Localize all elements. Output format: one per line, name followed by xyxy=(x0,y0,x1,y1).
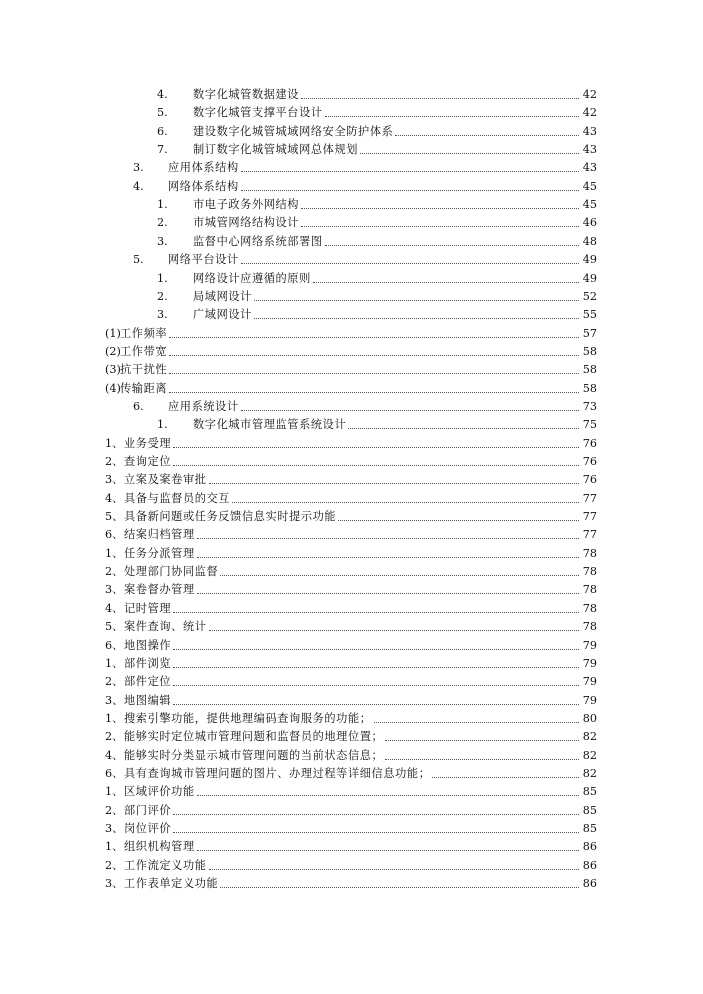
toc-entry-number: 2、 xyxy=(105,858,124,872)
toc-entry-number: 5. xyxy=(133,253,144,267)
toc-entry-page: 48 xyxy=(582,234,597,248)
toc-entry-title: 立案及案卷审批 xyxy=(124,473,207,487)
toc-entry[interactable] xyxy=(0,141,703,159)
toc-entry-number: 5、 xyxy=(105,510,124,524)
toc-entry-page: 46 xyxy=(582,216,597,230)
toc-leader-dots xyxy=(301,208,579,209)
toc-entry-page: 80 xyxy=(582,711,597,725)
toc-leader-dots xyxy=(173,685,579,686)
toc-entry-number: 4、 xyxy=(105,491,124,505)
toc-leader-dots xyxy=(173,465,579,466)
toc-entry-number: 3、 xyxy=(105,822,124,835)
toc-entry-page: 79 xyxy=(582,675,597,689)
toc-entry-page: 77 xyxy=(582,510,597,524)
toc-leader-dots xyxy=(374,722,579,723)
toc-entry-title: 具备与监督员的交互 xyxy=(124,491,231,505)
toc-entry-number: 3. xyxy=(157,308,168,322)
toc-entry[interactable] xyxy=(0,563,703,581)
toc-entry-number: 3、 xyxy=(105,877,124,891)
toc-entry[interactable] xyxy=(0,214,703,232)
toc-leader-dots xyxy=(209,869,579,870)
toc-entry-page: 76 xyxy=(582,436,597,450)
toc-entry[interactable] xyxy=(0,325,703,343)
toc-entry-title: 数字化城管支撑平台设计 xyxy=(193,106,323,120)
toc-entry-title: 任务分派管理 xyxy=(124,546,195,560)
toc-entry-page: 43 xyxy=(582,161,597,175)
toc-entry-page: 55 xyxy=(582,308,597,322)
toc-entry[interactable] xyxy=(0,123,703,141)
toc-leader-dots xyxy=(220,887,578,888)
toc-entry[interactable] xyxy=(0,251,703,269)
toc-entry-number: 2、 xyxy=(105,675,124,689)
toc-entry-title: 处理部门协同监督 xyxy=(124,565,219,579)
toc-entry[interactable] xyxy=(0,178,703,196)
toc-leader-dots xyxy=(254,300,579,301)
toc-entry[interactable] xyxy=(0,86,703,104)
toc-entry-page: 78 xyxy=(582,583,597,597)
toc-entry-page: 52 xyxy=(582,289,597,303)
toc-entry-title: 结案归档管理 xyxy=(124,528,195,542)
toc-entry-number: (1) xyxy=(105,326,121,340)
toc-entry-number: 6、 xyxy=(105,766,124,780)
toc-entry-page: 85 xyxy=(582,785,597,799)
toc-entry[interactable] xyxy=(0,545,703,563)
toc-entry-title: 工作频率 xyxy=(120,326,168,340)
toc-leader-dots xyxy=(169,392,579,393)
toc-entry-page: 58 xyxy=(582,363,597,377)
toc-leader-dots xyxy=(301,98,579,99)
toc-entry-title: 工作表单定义功能 xyxy=(124,877,219,891)
toc-entry[interactable] xyxy=(0,728,703,746)
toc-entry-title: 具备新问题或任务反馈信息实时提示功能 xyxy=(124,510,337,524)
toc-entry[interactable] xyxy=(0,288,703,306)
toc-entry[interactable] xyxy=(0,508,703,526)
toc-leader-dots xyxy=(209,630,579,631)
toc-entry-title: 监督中心网络系统部署图 xyxy=(193,234,323,248)
toc-entry[interactable] xyxy=(0,526,703,544)
toc-entry-number: 1. xyxy=(157,198,168,212)
toc-entry-number: 3、 xyxy=(105,583,124,597)
toc-entry-number: 4、 xyxy=(105,601,124,615)
toc-entry[interactable] xyxy=(0,600,703,618)
toc-entry-number: 1. xyxy=(157,271,168,285)
toc-entry-page: 78 xyxy=(582,620,597,634)
toc-leader-dots xyxy=(395,135,578,136)
toc-leader-dots xyxy=(173,667,579,668)
toc-entry-title: 案件查询、统计 xyxy=(124,620,207,634)
toc-leader-dots xyxy=(325,116,579,117)
toc-entry[interactable] xyxy=(0,618,703,636)
toc-leader-dots xyxy=(197,538,579,539)
toc-entry[interactable] xyxy=(0,765,703,783)
toc-entry-title: 记时管理 xyxy=(124,601,172,615)
toc-entry[interactable] xyxy=(0,104,703,122)
toc-entry-page: 78 xyxy=(582,565,597,579)
toc-leader-dots xyxy=(241,190,579,191)
toc-entry-title: 数字化城市管理监管系统设计 xyxy=(193,418,347,432)
toc-entry-title: 工作流定义功能 xyxy=(124,858,207,872)
toc-entry-title: 部件浏览 xyxy=(124,656,172,670)
toc-leader-dots xyxy=(325,245,579,246)
toc-leader-dots xyxy=(197,850,579,851)
toc-entry-number: 4. xyxy=(157,88,168,101)
toc-entry-title: 制订数字化城管城域网总体规划 xyxy=(193,143,359,157)
toc-leader-dots xyxy=(169,355,579,356)
toc-entry-page: 43 xyxy=(582,124,597,138)
toc-entry-number: 3、 xyxy=(105,473,124,487)
toc-leader-dots xyxy=(169,373,579,374)
toc-entry-page: 76 xyxy=(582,473,597,487)
toc-entry-title: 业务受理 xyxy=(124,436,172,450)
toc-entry-page: 78 xyxy=(582,546,597,560)
toc-entry-title: 传输距离 xyxy=(120,381,168,395)
toc-entry-page: 49 xyxy=(582,253,597,267)
toc-entry-title: 市城管网络结构设计 xyxy=(193,216,300,230)
toc-entry[interactable] xyxy=(0,270,703,288)
toc-entry-title: 搜索引擎功能，提供地理编码查询服务的功能； xyxy=(124,711,372,725)
toc-entry-number: 1、 xyxy=(105,840,124,854)
toc-leader-dots xyxy=(385,759,578,760)
toc-entry[interactable] xyxy=(0,471,703,489)
toc-entry-page: 77 xyxy=(582,528,597,542)
toc-entry-number: 2、 xyxy=(105,803,124,817)
toc-leader-dots xyxy=(241,263,579,264)
toc-entry-title: 区域评价功能 xyxy=(124,785,195,799)
toc-entry-page: 42 xyxy=(582,88,597,101)
toc-entry-number: 2、 xyxy=(105,730,124,744)
toc-entry-title: 具有查询城市管理问题的图片、办理过程等详细信息功能； xyxy=(124,766,431,780)
toc-leader-dots xyxy=(173,612,579,613)
toc-entry[interactable] xyxy=(0,710,703,728)
toc-entry[interactable] xyxy=(0,783,703,801)
toc-entry-number: 4、 xyxy=(105,748,124,762)
toc-entry-number: 3、 xyxy=(105,693,124,707)
toc-leader-dots xyxy=(197,795,579,796)
toc-entry[interactable] xyxy=(0,747,703,765)
toc-entry-title: 建设数字化城管城域网络安全防护体系 xyxy=(193,124,394,138)
toc-entry[interactable] xyxy=(0,802,703,820)
toc-entry-page: 85 xyxy=(582,822,597,835)
toc-entry-number: 6. xyxy=(157,124,168,138)
toc-entry-number: 2. xyxy=(157,289,168,303)
toc-entry[interactable] xyxy=(0,820,703,838)
toc-entry-title: 数字化城管数据建设 xyxy=(193,88,300,101)
toc-entry[interactable] xyxy=(0,875,703,893)
toc-entry[interactable] xyxy=(0,398,703,416)
toc-entry-number: 5、 xyxy=(105,620,124,634)
toc-entry[interactable] xyxy=(0,692,703,710)
toc-entry-number: 2、 xyxy=(105,565,124,579)
toc-entry-page: 82 xyxy=(582,730,597,744)
toc-entry-number: 7. xyxy=(157,143,168,157)
toc-entry-page: 58 xyxy=(582,381,597,395)
toc-leader-dots xyxy=(197,557,579,558)
toc-entry[interactable] xyxy=(0,637,703,655)
toc-entry-title: 查询定位 xyxy=(124,455,172,468)
toc-entry-number: 1. xyxy=(157,418,168,432)
toc-entry-page: 45 xyxy=(582,198,597,212)
toc-entry-page: 79 xyxy=(582,638,597,652)
toc-entry-title: 网络设计应遵循的原则 xyxy=(193,271,311,285)
toc-leader-dots xyxy=(385,740,578,741)
toc-leader-dots xyxy=(241,410,579,411)
toc-entry[interactable] xyxy=(0,673,703,691)
toc-entry-title: 部门评价 xyxy=(124,803,172,817)
toc-entry-title: 组织机构管理 xyxy=(124,840,195,854)
toc-entry-title: 抗干扰性 xyxy=(120,363,168,377)
toc-entry-title: 市电子政务外网结构 xyxy=(193,198,300,212)
toc-entry-title: 工作带宽 xyxy=(120,344,168,358)
toc-entry-title: 岗位评价 xyxy=(124,822,172,835)
toc-leader-dots xyxy=(360,153,579,154)
toc-leader-dots xyxy=(338,520,579,521)
toc-entry-page: 85 xyxy=(582,803,597,817)
toc-leader-dots xyxy=(173,814,579,815)
toc-leader-dots xyxy=(173,832,579,833)
toc-entry-page: 82 xyxy=(582,748,597,762)
toc-entry[interactable] xyxy=(0,435,703,453)
toc-entry-page: 78 xyxy=(582,601,597,615)
toc-entry[interactable] xyxy=(0,490,703,508)
toc-entry-page: 73 xyxy=(582,399,597,413)
toc-entry-number: 5. xyxy=(157,106,168,120)
toc-leader-dots xyxy=(301,226,579,227)
toc-entry-page: 75 xyxy=(582,418,597,432)
toc-leader-dots xyxy=(209,483,579,484)
toc-entry-page: 82 xyxy=(582,766,597,780)
toc-entry-number: (3) xyxy=(105,363,121,377)
toc-leader-dots xyxy=(169,337,579,338)
toc-entry-title: 能够实时定位城市管理问题和监督员的地理位置； xyxy=(124,730,384,744)
toc-leader-dots xyxy=(232,502,579,503)
toc-leader-dots xyxy=(173,447,579,448)
toc-entry-page: 79 xyxy=(582,693,597,707)
toc-entry-page: 86 xyxy=(582,858,597,872)
toc-entry[interactable] xyxy=(0,196,703,214)
toc-leader-dots xyxy=(313,282,579,283)
toc-entry-page: 76 xyxy=(582,455,597,468)
toc-entry-number: 6、 xyxy=(105,638,124,652)
toc-entry-number: 1、 xyxy=(105,785,124,799)
toc-entry[interactable] xyxy=(0,857,703,875)
toc-entry-number: (2) xyxy=(105,344,121,358)
toc-entry-number: 3. xyxy=(157,234,168,248)
toc-entry[interactable] xyxy=(0,343,703,361)
toc-entry[interactable] xyxy=(0,416,703,434)
toc-entry-title: 应用系统设计 xyxy=(168,399,239,413)
toc-leader-dots xyxy=(254,318,579,319)
toc-entry-title: 网络平台设计 xyxy=(168,253,239,267)
toc-entry-page: 43 xyxy=(582,143,597,157)
toc-entry[interactable] xyxy=(0,233,703,251)
toc-entry-page: 57 xyxy=(582,326,597,340)
toc-entry[interactable] xyxy=(0,380,703,398)
toc-entry-number: (4) xyxy=(105,381,121,395)
toc-entry[interactable] xyxy=(0,306,703,324)
toc-entry-title: 应用体系结构 xyxy=(168,161,239,175)
toc-entry-number: 2. xyxy=(157,216,168,230)
toc-entry[interactable] xyxy=(0,838,703,856)
toc-entry-number: 3. xyxy=(133,161,144,175)
toc-entry[interactable] xyxy=(0,655,703,673)
toc-leader-dots xyxy=(241,171,579,172)
toc-entry-title: 能够实时分类显示城市管理问题的当前状态信息； xyxy=(124,748,384,762)
toc-entry[interactable] xyxy=(0,361,703,379)
toc-entry-number: 4. xyxy=(133,179,144,193)
toc-entry[interactable] xyxy=(0,453,703,471)
toc-leader-dots xyxy=(432,777,578,778)
toc-entry-title: 局域网设计 xyxy=(193,289,252,303)
toc-entry-title: 部件定位 xyxy=(124,675,172,689)
toc-entry-number: 6. xyxy=(133,399,144,413)
toc-entry-title: 广域网设计 xyxy=(193,308,252,322)
toc-entry-title: 地图编辑 xyxy=(124,693,172,707)
toc-entry[interactable] xyxy=(0,159,703,177)
toc-entry[interactable] xyxy=(0,581,703,599)
toc-entry-number: 1、 xyxy=(105,711,124,725)
toc-entry-page: 42 xyxy=(582,106,597,120)
toc-leader-dots xyxy=(197,593,579,594)
toc-entry-title: 网络体系结构 xyxy=(168,179,239,193)
toc-entry-page: 86 xyxy=(582,840,597,854)
toc-leader-dots xyxy=(173,649,579,650)
toc-entry-title: 地图操作 xyxy=(124,638,172,652)
toc-leader-dots xyxy=(173,704,579,705)
toc-entry-number: 2、 xyxy=(105,455,124,468)
toc-entry-page: 49 xyxy=(582,271,597,285)
toc-entry-page: 86 xyxy=(582,877,597,891)
toc-entry-number: 1、 xyxy=(105,546,124,560)
toc-entry-page: 58 xyxy=(582,344,597,358)
toc-entry-number: 1、 xyxy=(105,436,124,450)
toc-entry-title: 案卷督办管理 xyxy=(124,583,195,597)
toc-entry-number: 6、 xyxy=(105,528,124,542)
toc-leader-dots xyxy=(220,575,578,576)
toc-entry-page: 79 xyxy=(582,656,597,670)
toc-entry-page: 45 xyxy=(582,179,597,193)
toc-entry-number: 1、 xyxy=(105,656,124,670)
toc-entry-page: 77 xyxy=(582,491,597,505)
toc-leader-dots xyxy=(348,428,579,429)
